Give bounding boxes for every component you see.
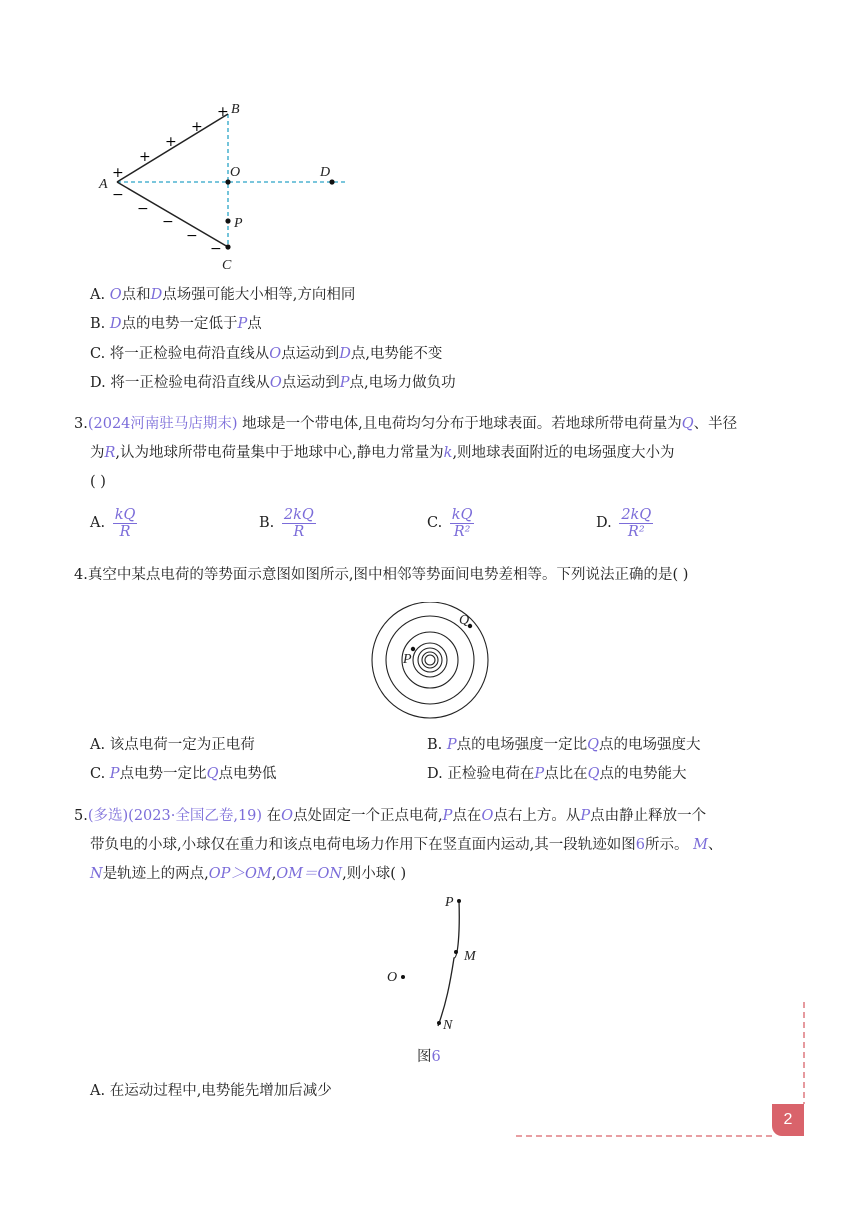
label-n: N bbox=[443, 1018, 453, 1033]
label-o: O bbox=[230, 165, 241, 180]
fraction: $\frac{2kQ}{R}$ bbox=[283, 506, 314, 540]
q5-option-a[interactable]: A. 在运动过程中,电势能先增加后减少 bbox=[90, 1083, 332, 1099]
label-o: O bbox=[387, 970, 398, 985]
minus-sign: − bbox=[210, 241, 222, 257]
q4-option-a[interactable]: A. 该点电荷一定为正电荷 bbox=[90, 737, 255, 753]
q5-line-3: N是轨迹上的两点,OP＞OM,OM＝ON,则小球( ) bbox=[90, 866, 407, 882]
q3-option-a[interactable]: A. $\frac{kQ}{R}$ bbox=[90, 506, 136, 540]
point-p bbox=[225, 218, 230, 223]
figure-equipotential-circles bbox=[365, 602, 495, 724]
label-d: D bbox=[320, 165, 331, 180]
page-number-badge: 2 bbox=[772, 1104, 804, 1136]
q3-source: (2024河南驻马店期末) bbox=[87, 416, 238, 432]
minus-sign: − bbox=[137, 201, 149, 217]
point-o bbox=[225, 179, 230, 184]
point-p bbox=[411, 647, 415, 651]
fraction: $\frac{2kQ}{\text{R²}}$ bbox=[621, 506, 652, 540]
q2-option-d[interactable]: D. 将一正检验电荷沿直线从O点运动到P点,电场力做负功 bbox=[90, 375, 456, 391]
q5-line-2: 带负电的小球,小球仅在重力和该点电荷电场力作用下在竖直面内运动,其一段轨迹如图6所示。 M、 bbox=[90, 837, 723, 853]
q3-option-d[interactable]: D. $\frac{2kQ}{\text{R²}}$ bbox=[596, 506, 652, 540]
fraction: $\frac{kQ}{\text{R²}}$ bbox=[451, 506, 473, 540]
label-q: Q bbox=[459, 613, 470, 628]
label-a: A bbox=[99, 177, 108, 192]
q2-option-a[interactable]: A. O点和D点场强可能大小相等,方向相同 bbox=[90, 287, 356, 303]
minus-sign: − bbox=[162, 214, 174, 230]
q3-option-c[interactable]: C. $\frac{kQ}{\text{R²}}$ bbox=[427, 506, 473, 540]
point-p bbox=[457, 899, 461, 903]
label-p: P bbox=[445, 895, 454, 910]
label-m: M bbox=[464, 949, 476, 964]
label-c: C bbox=[222, 258, 232, 273]
point-n bbox=[437, 1021, 441, 1025]
q2-option-c[interactable]: C. 将一正检验电荷沿直线从O点运动到D点,电势能不变 bbox=[90, 346, 443, 362]
page-corner-decoration bbox=[510, 1000, 810, 1140]
fraction: $\frac{kQ}{R}$ bbox=[114, 506, 136, 540]
q3-option-b[interactable]: B. $\frac{2kQ}{R}$ bbox=[259, 506, 314, 540]
label-p: P bbox=[403, 652, 412, 667]
figure-caption: 图6 bbox=[417, 1049, 441, 1065]
q5-line-1: 5.(多选)(2023·全国乙卷,19) 在O点处固定一个正点电荷,P点在O点右上方。从P点由静止释放一个 bbox=[74, 808, 707, 824]
q4-option-c[interactable]: C. P点电势一定比Q点电势低 bbox=[90, 766, 277, 782]
q4-stem: 4.真空中某点电荷的等势面示意图如图所示,图中相邻等势面间电势差相等。下列说法正确的是( ) bbox=[74, 567, 689, 583]
q3-paren: ( ) bbox=[90, 474, 106, 490]
figure-charged-triangle bbox=[90, 95, 370, 275]
plus-sign: + bbox=[191, 119, 203, 135]
q5-source: (2023·全国乙卷,19) bbox=[128, 808, 263, 824]
q2-option-b[interactable]: B. D点的电势一定低于P点 bbox=[90, 316, 262, 332]
q4-option-b[interactable]: B. P点的电场强度一定比Q点的电场强度大 bbox=[427, 737, 701, 753]
point-m bbox=[454, 950, 458, 954]
label-b: B bbox=[231, 102, 240, 117]
plus-sign: + bbox=[165, 134, 177, 150]
trajectory-curve bbox=[438, 901, 459, 1026]
plus-sign: + bbox=[139, 149, 151, 165]
figure-trajectory bbox=[380, 892, 490, 1037]
point-c bbox=[225, 244, 230, 249]
q3-line-1: 3.(2024河南驻马店期末) 地球是一个带电体,且电荷均匀分布于地球表面。若地球所带电荷量为Q、半径 bbox=[74, 416, 738, 432]
q3-line-2: 为R,认为地球所带电荷量集中于地球中心,静电力常量为k,则地球表面附近的电场强度大小为 bbox=[90, 445, 675, 461]
point-o bbox=[401, 975, 405, 979]
q4-option-d[interactable]: D. 正检验电荷在P点比在Q点的电势能大 bbox=[427, 766, 687, 782]
minus-sign: − bbox=[186, 228, 198, 244]
point-d bbox=[329, 179, 334, 184]
minus-sign: − bbox=[112, 187, 124, 203]
plus-sign: + bbox=[112, 165, 124, 181]
plus-sign: + bbox=[217, 104, 229, 120]
label-p: P bbox=[234, 216, 243, 231]
